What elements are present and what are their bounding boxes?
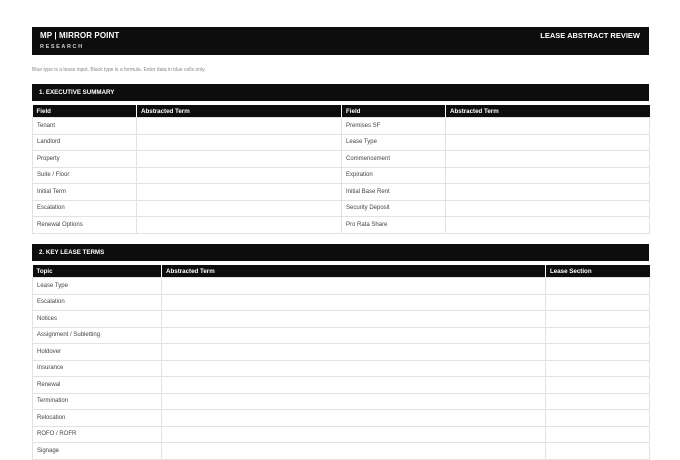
abstracted-term-cell[interactable] — [546, 410, 650, 427]
table-row — [33, 426, 650, 443]
column-header: Abstracted Term — [162, 265, 546, 278]
field-label-cell: Premises SF — [342, 118, 446, 135]
field-label-cell: Renewal Options — [33, 217, 137, 234]
abstracted-term-cell[interactable] — [137, 184, 342, 201]
document-title: LEASE ABSTRACT REVIEW — [540, 31, 640, 40]
table-row — [33, 217, 650, 234]
table-row — [33, 167, 650, 184]
table-row — [33, 184, 650, 201]
column-header: Field — [33, 105, 137, 118]
abstracted-term-cell[interactable] — [546, 443, 650, 460]
header-banner — [32, 27, 649, 55]
field-label-cell: Pro Rata Share — [342, 217, 446, 234]
table-row — [33, 118, 650, 135]
input-legend-note: Blue type is a lease input. Black type is a formula. Enter data in blue cells only. — [32, 67, 206, 73]
abstracted-term-cell[interactable] — [446, 167, 650, 184]
field-label-cell: Initial Term — [33, 184, 137, 201]
field-label-cell: Security Deposit — [342, 200, 446, 217]
abstracted-term-cell[interactable] — [446, 184, 650, 201]
table-row — [33, 200, 650, 217]
field-label-cell: Termination — [33, 393, 162, 410]
field-label-cell: Signage — [33, 443, 162, 460]
field-label-cell: Escalation — [33, 200, 137, 217]
column-header: Abstracted Term — [446, 105, 650, 118]
field-label-cell: Commencement — [342, 151, 446, 168]
abstracted-term-cell[interactable] — [137, 118, 342, 135]
abstracted-term-cell[interactable] — [162, 360, 546, 377]
executive-summary-table — [32, 105, 650, 234]
abstracted-term-cell[interactable] — [137, 134, 342, 151]
field-label-cell: Suite / Floor — [33, 167, 137, 184]
field-label-cell: Expiration — [342, 167, 446, 184]
table-row — [33, 377, 650, 394]
table-row — [33, 278, 650, 295]
column-header: Field — [342, 105, 446, 118]
table-row — [33, 443, 650, 460]
column-header: Abstracted Term — [137, 105, 342, 118]
field-label-cell: Lease Type — [342, 134, 446, 151]
abstracted-term-cell[interactable] — [137, 217, 342, 234]
table-row — [33, 360, 650, 377]
abstracted-term-cell[interactable] — [162, 311, 546, 328]
abstracted-term-cell[interactable] — [546, 426, 650, 443]
field-label-cell: ROFO / ROFR — [33, 426, 162, 443]
table-row — [33, 311, 650, 328]
abstracted-term-cell[interactable] — [446, 151, 650, 168]
field-label-cell: Lease Type — [33, 278, 162, 295]
section-header-executive-summary: 1. EXECUTIVE SUMMARY — [32, 84, 649, 101]
brand-subtitle: RESEARCH — [40, 44, 84, 50]
abstracted-term-cell[interactable] — [546, 311, 650, 328]
abstracted-term-cell[interactable] — [137, 151, 342, 168]
abstracted-term-cell[interactable] — [162, 327, 546, 344]
abstracted-term-cell[interactable] — [446, 217, 650, 234]
section-header-key-lease-terms: 2. KEY LEASE TERMS — [32, 244, 649, 261]
abstracted-term-cell[interactable] — [546, 294, 650, 311]
abstracted-term-cell[interactable] — [137, 167, 342, 184]
table-row — [33, 151, 650, 168]
abstracted-term-cell[interactable] — [162, 426, 546, 443]
key-lease-terms-table — [32, 265, 650, 460]
abstracted-term-cell[interactable] — [162, 278, 546, 295]
abstracted-term-cell[interactable] — [546, 278, 650, 295]
abstracted-term-cell[interactable] — [162, 377, 546, 394]
field-label-cell: Notices — [33, 311, 162, 328]
abstracted-term-cell[interactable] — [162, 344, 546, 361]
field-label-cell: Insurance — [33, 360, 162, 377]
field-label-cell: Initial Base Rent — [342, 184, 446, 201]
table-row — [33, 344, 650, 361]
abstracted-term-cell[interactable] — [162, 410, 546, 427]
field-label-cell: Landlord — [33, 134, 137, 151]
column-header: Lease Section — [546, 265, 650, 278]
abstracted-term-cell[interactable] — [546, 393, 650, 410]
abstracted-term-cell[interactable] — [137, 200, 342, 217]
table-row — [33, 327, 650, 344]
table-row — [33, 294, 650, 311]
lease-abstract-page — [32, 27, 649, 454]
table-row — [33, 134, 650, 151]
abstracted-term-cell[interactable] — [162, 443, 546, 460]
abstracted-term-cell[interactable] — [546, 327, 650, 344]
column-header: Topic — [33, 265, 162, 278]
field-label-cell: Assignment / Subletting — [33, 327, 162, 344]
abstracted-term-cell[interactable] — [162, 393, 546, 410]
abstracted-term-cell[interactable] — [446, 118, 650, 135]
abstracted-term-cell[interactable] — [546, 360, 650, 377]
brand-name: MP | MIRROR POINT — [40, 31, 120, 40]
field-label-cell: Escalation — [33, 294, 162, 311]
abstracted-term-cell[interactable] — [446, 134, 650, 151]
abstracted-term-cell[interactable] — [162, 294, 546, 311]
table-row — [33, 410, 650, 427]
table-row — [33, 393, 650, 410]
field-label-cell: Property — [33, 151, 137, 168]
abstracted-term-cell[interactable] — [546, 344, 650, 361]
field-label-cell: Renewal — [33, 377, 162, 394]
field-label-cell: Holdover — [33, 344, 162, 361]
abstracted-term-cell[interactable] — [546, 377, 650, 394]
field-label-cell: Relocation — [33, 410, 162, 427]
abstracted-term-cell[interactable] — [446, 200, 650, 217]
field-label-cell: Tenant — [33, 118, 137, 135]
